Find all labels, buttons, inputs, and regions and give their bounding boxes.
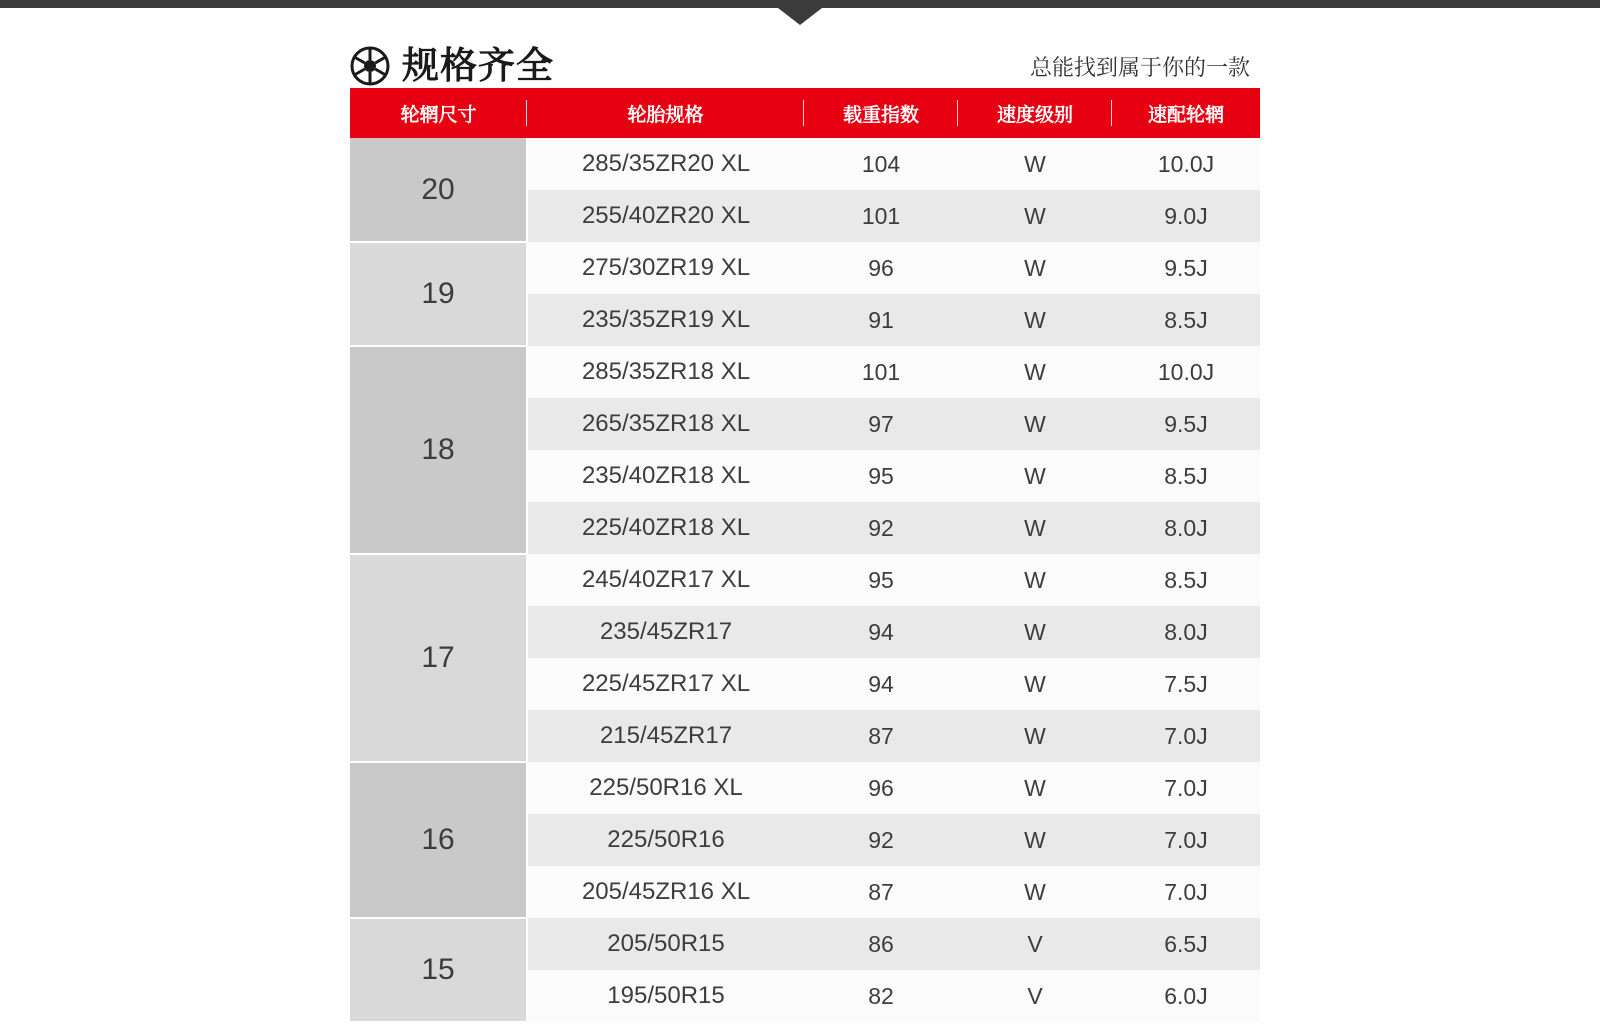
tire-spec-cell: 225/40ZR18 XL [527, 502, 804, 554]
tire-spec-cell: 215/45ZR17 [527, 710, 804, 762]
load-index-cell: 82 [804, 970, 958, 1022]
load-index-cell: 97 [804, 398, 958, 450]
matched-rim-cell: 9.0J [1112, 190, 1260, 242]
matched-rim-cell: 7.0J [1112, 814, 1260, 866]
table-row [350, 554, 1260, 606]
speed-rating-cell: W [958, 762, 1112, 814]
column-header-rim-size [350, 88, 527, 138]
tire-spec-cell: 285/35ZR18 XL [527, 346, 804, 398]
speed-rating-cell: V [958, 970, 1112, 1022]
wheel-icon [350, 46, 390, 86]
load-index-cell: 101 [804, 190, 958, 242]
speed-rating-cell: W [958, 138, 1112, 190]
matched-rim-cell: 7.0J [1112, 710, 1260, 762]
tire-spec-cell: 285/35ZR20 XL [527, 138, 804, 190]
table-row [350, 242, 1260, 294]
page-subtitle: 总能找到属于你的一款 [1029, 55, 1250, 80]
column-header-matched-rim [1112, 88, 1260, 138]
load-index-cell: 92 [804, 814, 958, 866]
column-header-speed-rating-label: 速度级别 [996, 104, 1073, 126]
speed-rating-cell: W [958, 398, 1112, 450]
load-index-cell: 92 [804, 502, 958, 554]
speed-rating-cell: W [958, 554, 1112, 606]
matched-rim-cell: 6.5J [1112, 918, 1260, 970]
speed-rating-cell: W [958, 502, 1112, 554]
table-row [350, 762, 1260, 814]
matched-rim-cell: 8.5J [1112, 294, 1260, 346]
tire-spec-cell: 225/50R16 XL [527, 762, 804, 814]
speed-rating-cell: V [958, 918, 1112, 970]
load-index-cell: 86 [804, 918, 958, 970]
tire-spec-cell: 265/35ZR18 XL [527, 398, 804, 450]
rim-size-cell: 19 [350, 242, 527, 346]
column-header-tire-spec-label: 轮胎规格 [627, 104, 704, 126]
speed-rating-cell: W [958, 346, 1112, 398]
tire-spec-cell: 255/40ZR20 XL [527, 190, 804, 242]
load-index-cell: 95 [804, 450, 958, 502]
column-header-matched-rim-label: 速配轮辋 [1147, 104, 1224, 126]
matched-rim-cell: 8.5J [1112, 450, 1260, 502]
matched-rim-cell: 9.5J [1112, 242, 1260, 294]
speed-rating-cell: W [958, 294, 1112, 346]
column-header-speed-rating [958, 88, 1112, 138]
load-index-cell: 87 [804, 710, 958, 762]
load-index-cell: 96 [804, 762, 958, 814]
speed-rating-cell: W [958, 866, 1112, 918]
tire-spec-cell: 245/40ZR17 XL [527, 554, 804, 606]
table-row [350, 138, 1260, 190]
rim-size-cell: 17 [350, 554, 527, 762]
speed-rating-cell: W [958, 190, 1112, 242]
column-header-tire-spec [527, 88, 804, 138]
column-header-load-index-label: 载重指数 [842, 104, 919, 126]
matched-rim-cell: 8.5J [1112, 554, 1260, 606]
tire-spec-cell: 235/40ZR18 XL [527, 450, 804, 502]
speed-rating-cell: W [958, 710, 1112, 762]
rim-size-cell: 16 [350, 762, 527, 918]
table-row [350, 346, 1260, 398]
rim-size-cell: 15 [350, 918, 527, 1022]
top-decoration-bar [0, 0, 1600, 8]
tire-spec-cell: 195/50R15 [527, 970, 804, 1022]
rim-size-cell: 20 [350, 138, 527, 242]
load-index-cell: 94 [804, 658, 958, 710]
load-index-cell: 95 [804, 554, 958, 606]
matched-rim-cell: 8.0J [1112, 606, 1260, 658]
speed-rating-cell: W [958, 658, 1112, 710]
load-index-cell: 94 [804, 606, 958, 658]
load-index-cell: 87 [804, 866, 958, 918]
section-header [350, 28, 1250, 88]
speed-rating-cell: W [958, 606, 1112, 658]
column-header-load-index [804, 88, 958, 138]
matched-rim-cell: 9.5J [1112, 398, 1260, 450]
matched-rim-cell: 10.0J [1112, 138, 1260, 190]
matched-rim-cell: 10.0J [1112, 346, 1260, 398]
load-index-cell: 96 [804, 242, 958, 294]
tire-spec-cell: 235/35ZR19 XL [527, 294, 804, 346]
speed-rating-cell: W [958, 242, 1112, 294]
page-title: 规格齐全 [402, 45, 554, 86]
table-header-row [350, 88, 1260, 138]
speed-rating-cell: W [958, 450, 1112, 502]
spec-table-body [350, 138, 1260, 1022]
spec-table-head [350, 88, 1260, 138]
load-index-cell: 101 [804, 346, 958, 398]
matched-rim-cell: 7.0J [1112, 762, 1260, 814]
tire-spec-cell: 225/45ZR17 XL [527, 658, 804, 710]
speed-rating-cell: W [958, 814, 1112, 866]
tire-spec-cell: 275/30ZR19 XL [527, 242, 804, 294]
tire-spec-cell: 205/50R15 [527, 918, 804, 970]
rim-size-cell: 18 [350, 346, 527, 554]
matched-rim-cell: 7.0J [1112, 866, 1260, 918]
matched-rim-cell: 6.0J [1112, 970, 1260, 1022]
load-index-cell: 104 [804, 138, 958, 190]
spec-section [350, 28, 1250, 1023]
load-index-cell: 91 [804, 294, 958, 346]
title-group [350, 46, 554, 86]
top-notch-arrow [778, 8, 822, 25]
tire-spec-cell: 235/45ZR17 [527, 606, 804, 658]
table-row [350, 918, 1260, 970]
tire-spec-cell: 225/50R16 [527, 814, 804, 866]
spec-table [350, 88, 1261, 1023]
matched-rim-cell: 7.5J [1112, 658, 1260, 710]
matched-rim-cell: 8.0J [1112, 502, 1260, 554]
tire-spec-cell: 205/45ZR16 XL [527, 866, 804, 918]
column-header-rim-size-label: 轮辋尺寸 [400, 104, 477, 126]
